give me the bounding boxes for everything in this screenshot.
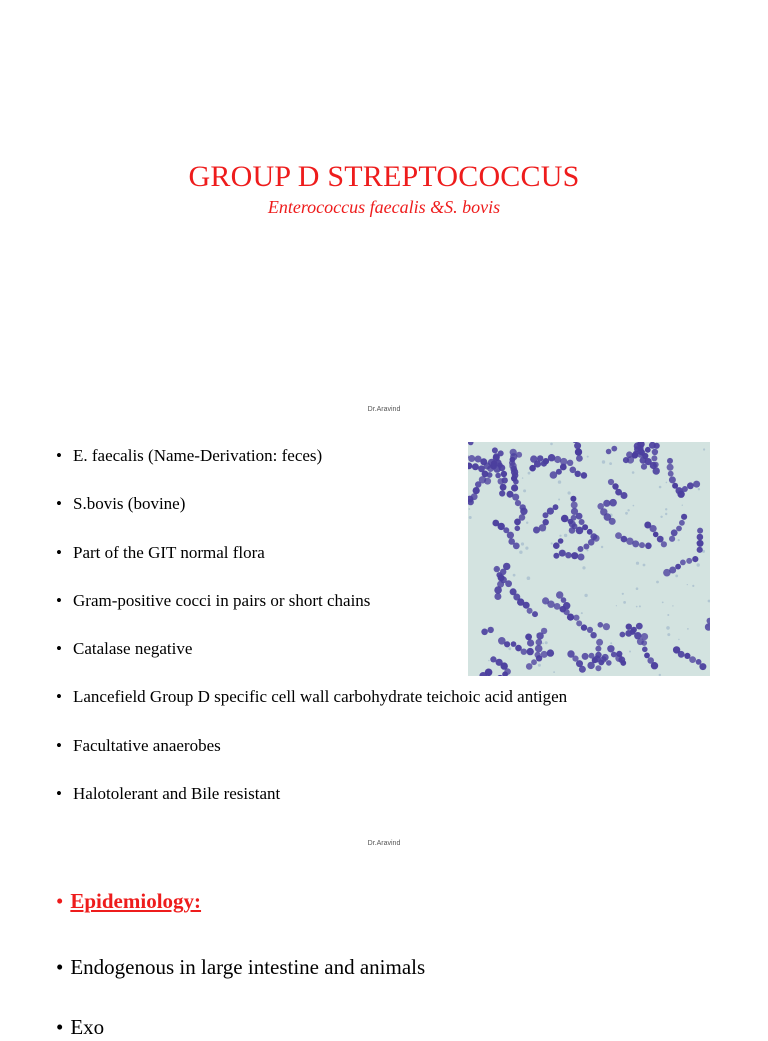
slide-footer: Dr.Aravind xyxy=(0,406,768,413)
slide-subtitle: Enterococcus faecalis &S. bovis xyxy=(0,197,768,218)
epidemiology-heading: Epidemiology: xyxy=(70,889,201,913)
bullet-item: • Facultative anaerobes xyxy=(56,734,567,758)
section-heading: • Epidemiology: xyxy=(56,887,201,915)
slide-title: GROUP D STREPTOCOCCUS xyxy=(0,160,768,194)
epidemiology-item-cutoff: • Exo xyxy=(56,1013,104,1041)
slide-footer: Dr.Aravind xyxy=(0,840,768,847)
bullet-item: • Catalase negative xyxy=(56,637,567,661)
bullet-item: • S.bovis (bovine) xyxy=(56,492,567,516)
bullet-item: • E. faecalis (Name-Derivation: feces) xyxy=(56,444,567,468)
epidemiology-item-text: Endogenous in large intestine and animals xyxy=(70,955,425,979)
bullet-item: • Halotolerant and Bile resistant xyxy=(56,782,567,806)
epidemiology-item: • Endogenous in large intestine and animals xyxy=(56,953,425,981)
bullet-item: • Gram-positive cocci in pairs or short chains xyxy=(56,589,567,613)
bullet-item: • Part of the GIT normal flora xyxy=(56,541,567,565)
bullet-item: • Lancefield Group D specific cell wall carbohydrate teichoic acid antigen xyxy=(56,685,567,709)
gram-stain-micrograph xyxy=(468,442,710,676)
